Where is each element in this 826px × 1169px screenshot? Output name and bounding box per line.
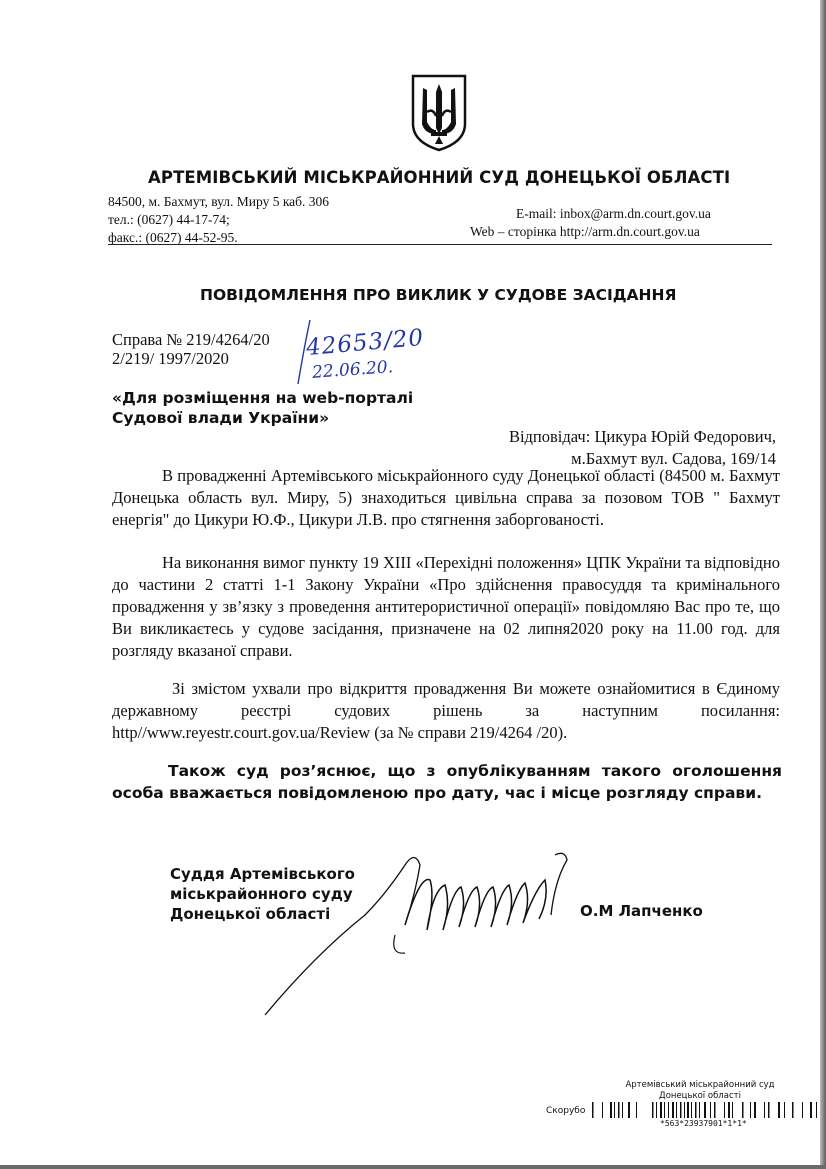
court-website: Web – сторінка http://arm.dn.court.gov.ua	[470, 224, 700, 239]
scan-edge-right	[820, 0, 826, 1169]
court-phone: тел.: (0627) 44-17-74;	[108, 212, 230, 227]
barcode-icon	[592, 1102, 822, 1118]
body-paragraph-proceeding: В провадженні Артемівського міськрайонного суду Донецької області (84500 м. Бахмут Донецька область вул. Миру, 5) знаходиться цивільна справа за позовом ТОВ " Бахмут енергія" до Цикури Ю.Ф., Цикури Л.В. про стягнення заборгованості.	[112, 466, 780, 529]
court-email: E-mail: inbox@arm.dn.court.gov.ua	[516, 206, 711, 221]
court-name: АРТЕМІВСЬКИЙ МІСЬКРАЙОННИЙ СУД ДОНЕЦЬКОЇ ОБЛАСТІ	[148, 168, 731, 187]
ukraine-trident-emblem-icon	[409, 72, 469, 152]
notice-paragraph: Також суд роз’яснює, що з опублікуванням такого оголошення особа вважається повідомленою про дату, час і місце розгляду справи.	[112, 762, 782, 802]
handwritten-signature	[255, 835, 585, 1020]
scan-edge-bottom	[0, 1165, 826, 1169]
defendant-block	[509, 426, 776, 470]
registration-stamp	[600, 1080, 800, 1102]
body-paragraph-summons: На виконання вимог пункту 19 XIII «Перехідні положення» ЦПК України та відповідно до частини 2 статті 1-1 Закону України «Про здійснення правосуддя та кримінального провадження у зв’язку з проведення антитерористичної операції» повідомляю Вас про те, що Ви викликаєтесь у судове засідання, призначене на 02 липня2020 року на 11.00 год. для розгляду вказаної справи.	[112, 553, 780, 660]
header-divider	[108, 244, 772, 245]
case-number: Справа № 219/4264/20	[112, 330, 270, 349]
portal-note	[112, 388, 413, 428]
portal-note-line: Судової влади України»	[112, 409, 330, 427]
defendant-address: м.Бахмут вул. Садова, 169/14	[571, 449, 776, 468]
judge-title-line: Донецької області	[170, 905, 331, 923]
handwritten-registration-date: 22.06.20.	[311, 357, 394, 383]
scan-label: Скорубо	[546, 1106, 586, 1116]
handwritten-registration-number: 42653/20	[305, 324, 426, 362]
portal-note-line: «Для розміщення на web-порталі	[112, 389, 414, 407]
stamp-court-line: Артемівський міськрайонний суд	[625, 1080, 775, 1090]
document-title: ПОВІДОМЛЕННЯ ПРО ВИКЛИК У СУДОВЕ ЗАСІДАННЯ	[200, 286, 677, 304]
court-fax: факс.: (0627) 44-52-95.	[108, 230, 238, 245]
court-address: 84500, м. Бахмут, вул. Миру 5 каб. 306	[108, 194, 330, 209]
judge-title-line: Суддя Артемівського	[170, 865, 355, 883]
judge-title-line: міськрайонного суду	[170, 885, 353, 903]
proceeding-number: 2/219/ 1997/2020	[112, 349, 229, 368]
judge-name: О.М Лапченко	[580, 902, 703, 920]
defendant-name: Відповідач: Цикура Юрій Федорович,	[508, 427, 776, 446]
barcode-number: *563*23937901*1*1*	[660, 1119, 747, 1128]
body-paragraph-registry: Зі змістом ухвали про відкриття провадження Ви можете ознайомитися в Єдиному державному реєстрі судових рішень за наступним посилання: http//www.reyestr.court.gov.ua/Review (за № справи 219/4264 /20).	[112, 679, 780, 742]
stamp-region-line: Донецької області	[659, 1091, 741, 1101]
